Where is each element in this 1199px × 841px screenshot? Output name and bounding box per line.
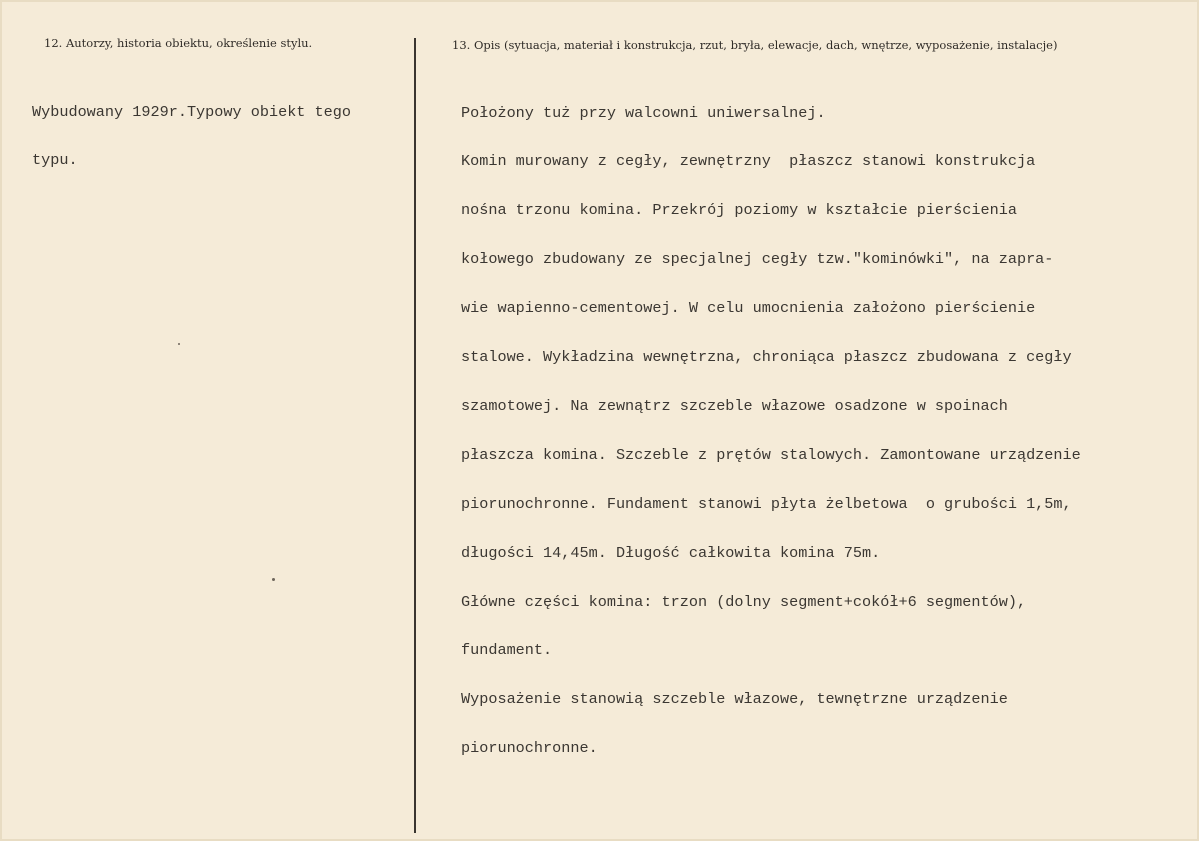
description-line: wie wapienno-cementowej. W celu umocnienia założono pierścienie [461, 299, 1036, 318]
description-line: kołowego zbudowany ze specjalnej cegły tzw."kominówki", na zapra- [461, 250, 1054, 269]
history-line: typu. [32, 151, 78, 170]
description-line: stalowe. Wykładzina wewnętrzna, chroniąca płaszcz zbudowana z cegły [461, 348, 1072, 367]
description-line: piorunochronne. [461, 739, 598, 758]
description-line: piorunochronne. Fundament stanowi płyta żelbetowa o grubości 1,5m, [461, 494, 1072, 513]
description-line: płaszcza komina. Szczeble z prętów stalowych. Zamontowane urządzenie [461, 445, 1081, 464]
description-line: długości 14,45m. Długość całkowita komina 75m. [461, 543, 881, 562]
description-line: fundament. [461, 641, 553, 660]
history-line: Wybudowany 1929r.Typowy obiekt tego [32, 102, 351, 121]
column-divider [414, 38, 416, 833]
description-line: Wyposażenie stanowią szczeble włazowe, tewnętrzne urządzenie [461, 690, 1008, 709]
paper-speck [272, 578, 275, 581]
description-line: Główne części komina: trzon (dolny segment+cokół+6 segmentów), [461, 592, 1027, 611]
field-13-header: 13. Opis (sytuacja, materiał i konstrukcja, rzut, bryła, elewacje, dach, wnętrze, wyposażenie, instalacje) [452, 38, 1058, 52]
description-line: szamotowej. Na zewnątrz szczeble włazowe osadzone w spoinach [461, 396, 1008, 415]
description-line: nośna trzonu komina. Przekrój poziomy w kształcie pierścienia [461, 201, 1017, 220]
field-12-header: 12. Autorzy, historia obiektu, określenie stylu. [44, 36, 313, 50]
description-line: Komin murowany z cegły, zewnętrzny płaszcz stanowi konstrukcja [461, 152, 1036, 171]
description-line: Położony tuż przy walcowni uniwersalnej. [461, 103, 826, 122]
description-typed-text [461, 72, 1081, 789]
history-typed-text [32, 71, 351, 201]
paper-speck [178, 343, 180, 345]
